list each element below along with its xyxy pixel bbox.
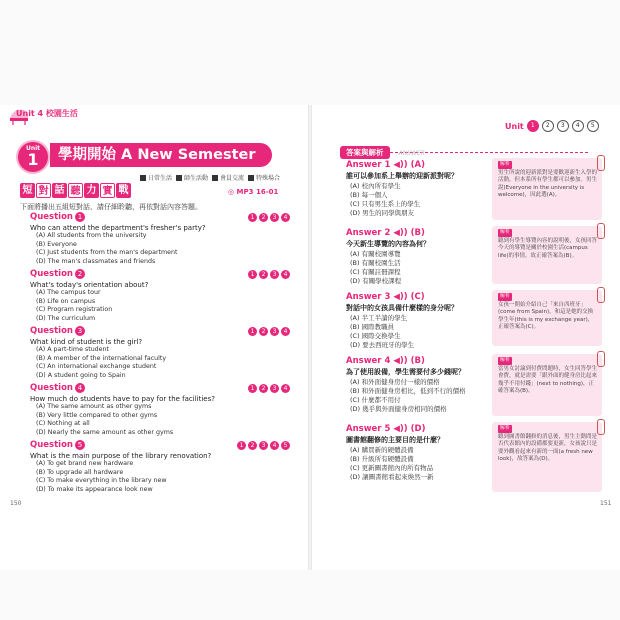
tag-label: 日常生活: [148, 175, 173, 182]
answer-circle[interactable]: 4: [281, 270, 290, 279]
option: (C) An international exchange student: [36, 363, 157, 370]
speaker-icon: ◀)): [393, 424, 408, 434]
answer-circle[interactable]: 4: [270, 441, 279, 450]
question-text: How much do students have to pay for the facilities?: [30, 395, 215, 403]
note-text: 男生所說的迎新派對是要歡迎新生入學的活動，但本系所有學生都可以參加。男生說(Everyone in the university is welcome)，因此選(A)。: [498, 169, 598, 198]
answer-question: 誰可以參加系上舉辦的迎新派對呢？: [346, 172, 458, 180]
answer-5: [346, 424, 486, 482]
option: (C) Nothing at all: [36, 420, 90, 427]
option: (C) Program registration: [36, 306, 113, 313]
answer-4: [346, 356, 486, 414]
question-header: [30, 440, 290, 450]
option: (D) A student going to Spain: [36, 371, 126, 379]
note-tag: 解析: [500, 425, 511, 431]
option: (A) To get brand new hardware: [36, 460, 134, 467]
answer-option: (C) 有關註冊課程: [350, 268, 401, 276]
answer-circle[interactable]: 4: [281, 213, 290, 222]
unit-badge: [18, 142, 48, 172]
question-5: [30, 440, 290, 494]
explanation-note-1: [492, 158, 602, 220]
tag-teacher-student: [176, 173, 208, 182]
answer-circle[interactable]: 3: [270, 327, 279, 336]
question-number: 1: [75, 212, 85, 222]
answer-key: (B): [410, 356, 425, 366]
note-text: 聽到圖書館翻修的消息後，男生主動問是否代表館內的設備都要更新，女孩說只是要外觀看起來有新的一面(a fresh new look)，故答案為(D)。: [498, 433, 598, 462]
answer-option: (B) 國際教職員: [350, 323, 395, 331]
answer-circle[interactable]: 1: [248, 213, 257, 222]
speaker-icon: ◀)): [393, 356, 408, 366]
answer-label: [346, 356, 486, 366]
section-title-char: 戰: [116, 183, 131, 198]
mp3-track-label: MP3 16-01: [236, 188, 279, 196]
instructions: 下面將播出五組短對話，請仔細聆聽，再依對話內容答題。: [20, 203, 202, 211]
answer-section-label: 答案與解析: [340, 146, 390, 159]
option: (C) Just students from the man's department: [36, 249, 178, 256]
explanation-note-5: [492, 422, 602, 492]
unit-nav-4[interactable]: 4: [572, 120, 584, 132]
answer-label: [346, 228, 486, 238]
answer-question: 對話中的女孩具備什麼樣的身分呢？: [346, 304, 458, 312]
speaker-icon: ◀)): [393, 160, 408, 170]
note-tag: 解析: [500, 161, 511, 167]
answer-number: Answer 5: [346, 424, 391, 434]
answer-3: [346, 292, 486, 350]
unit-nav: [505, 120, 599, 132]
section-title-char: 短: [20, 183, 35, 198]
answer-label: [346, 292, 486, 302]
answer-circle[interactable]: 4: [281, 384, 290, 393]
answer-option: (C) 國際交換學生: [350, 332, 401, 340]
answer-circle[interactable]: 1: [248, 384, 257, 393]
paperclip-icon: [597, 419, 605, 435]
question-4: [30, 383, 290, 437]
tag-label: 會員交流: [220, 175, 245, 182]
answer-2: [346, 228, 486, 286]
answer-question: 為了使用設備，學生需要付多少錢呢？: [346, 368, 465, 376]
answer-option: (B) 和外面健身房相比，低到不行的價格: [350, 387, 466, 395]
answer-circle[interactable]: 2: [259, 384, 268, 393]
section-title-char: 對: [36, 183, 51, 198]
tag-special-occasion: [248, 173, 280, 182]
option: (A) The campus tour: [36, 289, 101, 296]
section-title-char: 話: [52, 183, 67, 198]
answer-option: (B) 有關校園生活: [350, 259, 401, 267]
answer-option: (A) 校內所有學生: [350, 182, 401, 190]
question-text: What is the main purpose of the library renovation?: [30, 452, 212, 460]
paperclip-icon: [597, 287, 605, 303]
answer-circle[interactable]: 5: [281, 441, 290, 450]
option: (D) The man's classmates and friends: [36, 257, 156, 265]
question-label: Question: [30, 269, 73, 279]
answer-key: (A): [410, 160, 425, 170]
answer-circles: [248, 384, 290, 393]
question-number: 3: [75, 326, 85, 336]
question-header: [30, 383, 290, 393]
question-text: What kind of student is the girl?: [30, 338, 143, 346]
option: (D) To make its appearance look new: [36, 485, 153, 493]
question-label: Question: [30, 212, 73, 222]
question-header: [30, 269, 290, 279]
answer-key: (C): [410, 292, 425, 302]
checkbox-icon: [140, 175, 146, 181]
speaker-icon: ◀)): [393, 228, 408, 238]
answer-circle[interactable]: 1: [248, 327, 257, 336]
answer-label: [346, 424, 486, 434]
answer-circle[interactable]: 2: [259, 270, 268, 279]
tag-daily-life: [140, 173, 172, 182]
paperclip-icon: [597, 155, 605, 171]
explanation-note-4: [492, 354, 602, 416]
answer-circles: [248, 213, 290, 222]
answer-option: (B) 升級所有硬體設備: [350, 455, 414, 463]
answer-number: Answer 4: [346, 356, 391, 366]
option: (A) All students from the university: [36, 232, 147, 239]
answer-circle[interactable]: 4: [281, 327, 290, 336]
option: (B) Life on campus: [36, 297, 96, 305]
answer-circles: [237, 441, 290, 450]
option: (A) The same amount as other gyms: [36, 403, 152, 410]
answer-circle[interactable]: 2: [259, 213, 268, 222]
answer-circles: [248, 270, 290, 279]
answer-option: (D) 要去西班牙的學生: [350, 341, 415, 349]
page-title: 學期開始 A New Semester: [50, 143, 272, 167]
answer-option: (A) 和外面健身房付一樣的價格: [350, 378, 440, 386]
answer-section-header: [340, 140, 588, 157]
section-title-char: 實: [100, 183, 115, 198]
unit-nav-2[interactable]: 2: [542, 120, 554, 132]
tag-member-exchange: [212, 173, 244, 182]
question-number: 4: [75, 383, 85, 393]
answer-circle[interactable]: 3: [270, 270, 279, 279]
question-text: What's today's orientation about?: [30, 281, 149, 289]
option: (B) Everyone: [36, 240, 77, 248]
unit-badge-prefix: Unit: [25, 145, 41, 152]
tag-label: 師生活動: [184, 175, 209, 182]
note-tag: 解析: [500, 293, 511, 299]
answer-circle[interactable]: 3: [270, 384, 279, 393]
option: (B) A member of the international faculty: [36, 354, 167, 362]
answer-circle[interactable]: 2: [248, 441, 257, 450]
paperclip-icon: [597, 223, 605, 239]
answer-1: [346, 160, 486, 218]
question-label: Question: [30, 326, 73, 336]
answer-question: 圖書館翻修的主要目的是什麼？: [346, 436, 444, 444]
unit-nav-5[interactable]: 5: [587, 120, 599, 132]
explanation-note-2: [492, 226, 602, 284]
unit-nav-label: Unit: [505, 121, 524, 131]
answer-option: (A) 半工半讀的學生: [350, 314, 408, 322]
option: (D) The curriculum: [36, 314, 96, 322]
answer-label: [346, 160, 486, 170]
tag-label: 特殊場合: [256, 175, 281, 182]
unit-nav-1[interactable]: 1: [527, 120, 539, 132]
question-header: [30, 326, 290, 336]
answer-option: (D) 幾乎與外面健身房相同的價格: [350, 405, 447, 413]
note-tag: 解析: [500, 229, 511, 235]
option: (A) A part-time student: [36, 346, 110, 353]
question-2: [30, 269, 290, 323]
answer-question: 今天新生導覽的內容為何？: [346, 240, 430, 248]
question-label: Question: [30, 440, 73, 450]
answer-circles: [248, 327, 290, 336]
answer-option: (D) 男生的同學與朋友: [350, 209, 415, 217]
unit-nav-3[interactable]: 3: [557, 120, 569, 132]
section-title-char: 力: [84, 183, 99, 198]
paperclip-icon: [597, 351, 605, 367]
option: (C) To make everything in the library new: [36, 477, 167, 484]
section-title-char: 聽: [68, 183, 83, 198]
answer-section-deco: ANSWER: [398, 150, 425, 157]
right-page-number: 151: [600, 500, 612, 507]
answer-circle[interactable]: 3: [259, 441, 268, 450]
answer-circle[interactable]: 1: [248, 270, 257, 279]
option: (B) To upgrade all hardware: [36, 468, 124, 476]
answer-circle[interactable]: 3: [270, 213, 279, 222]
explanation-note-3: [492, 290, 602, 346]
question-3: [30, 326, 290, 380]
answer-option: (C) 更新圖書館內的所有物品: [350, 464, 434, 472]
option: (B) Very little compared to other gyms: [36, 411, 158, 419]
answer-option: (D) 有關學校課程: [350, 277, 402, 285]
option: (D) Nearly the same amount as other gyms: [36, 428, 174, 436]
chapter-tag: Unit 4 校園生活: [16, 109, 78, 118]
answer-option: (D) 讓圖書館看起來煥然一新: [350, 473, 434, 481]
answer-circle[interactable]: 1: [237, 441, 246, 450]
answer-option: (C) 什麼都不用付: [350, 396, 401, 404]
checkbox-icon: [248, 175, 254, 181]
answer-option: (A) 購買新的硬體設備: [350, 446, 414, 454]
answer-circle[interactable]: 2: [259, 327, 268, 336]
answer-number: Answer 1: [346, 160, 391, 170]
speaker-icon: ◀)): [393, 292, 408, 302]
answer-option: (C) 只有男生系上的學生: [350, 200, 421, 208]
answer-number: Answer 3: [346, 292, 391, 302]
note-text: 女孩一開始介紹自己「來自西班牙」(come from Spain)，和這是她的交換學生年(this is my exchange year)，正確答案為(C)。: [498, 301, 594, 330]
note-tag: 解析: [500, 357, 511, 363]
note-text: 聽到有學生導覽內容的說明後，女孩回答今天的導覽是關於校園生活(campus life)的事情，故正確答案為(B)。: [498, 237, 598, 259]
checkbox-icon: [176, 175, 182, 181]
answer-key: (D): [410, 424, 426, 434]
question-text: Who can attend the department's fresher's party?: [30, 224, 206, 232]
section-title: [20, 183, 131, 198]
answer-option: (A) 有關校園導覽: [350, 250, 401, 258]
category-tags: [140, 173, 280, 182]
answer-key: (B): [410, 228, 425, 238]
question-label: Question: [30, 383, 73, 393]
mp3-track[interactable]: ◎ MP3 16-01: [228, 188, 279, 196]
question-number: 5: [75, 440, 85, 450]
question-1: [30, 212, 290, 266]
checkbox-icon: [212, 175, 218, 181]
answer-number: Answer 2: [346, 228, 391, 238]
note-text: 當男女討論到付費問題時，女生回答學生會費，就是需要「跟外面的健身房比起來幾乎不用付錢」(next to nothing)，正確答案為(B)。: [498, 365, 598, 394]
left-page-number: 150: [10, 500, 22, 507]
answer-option: (B) 每一個人: [350, 191, 388, 199]
question-header: [30, 212, 290, 222]
unit-badge-number: 1: [27, 150, 39, 169]
question-number: 2: [75, 269, 85, 279]
